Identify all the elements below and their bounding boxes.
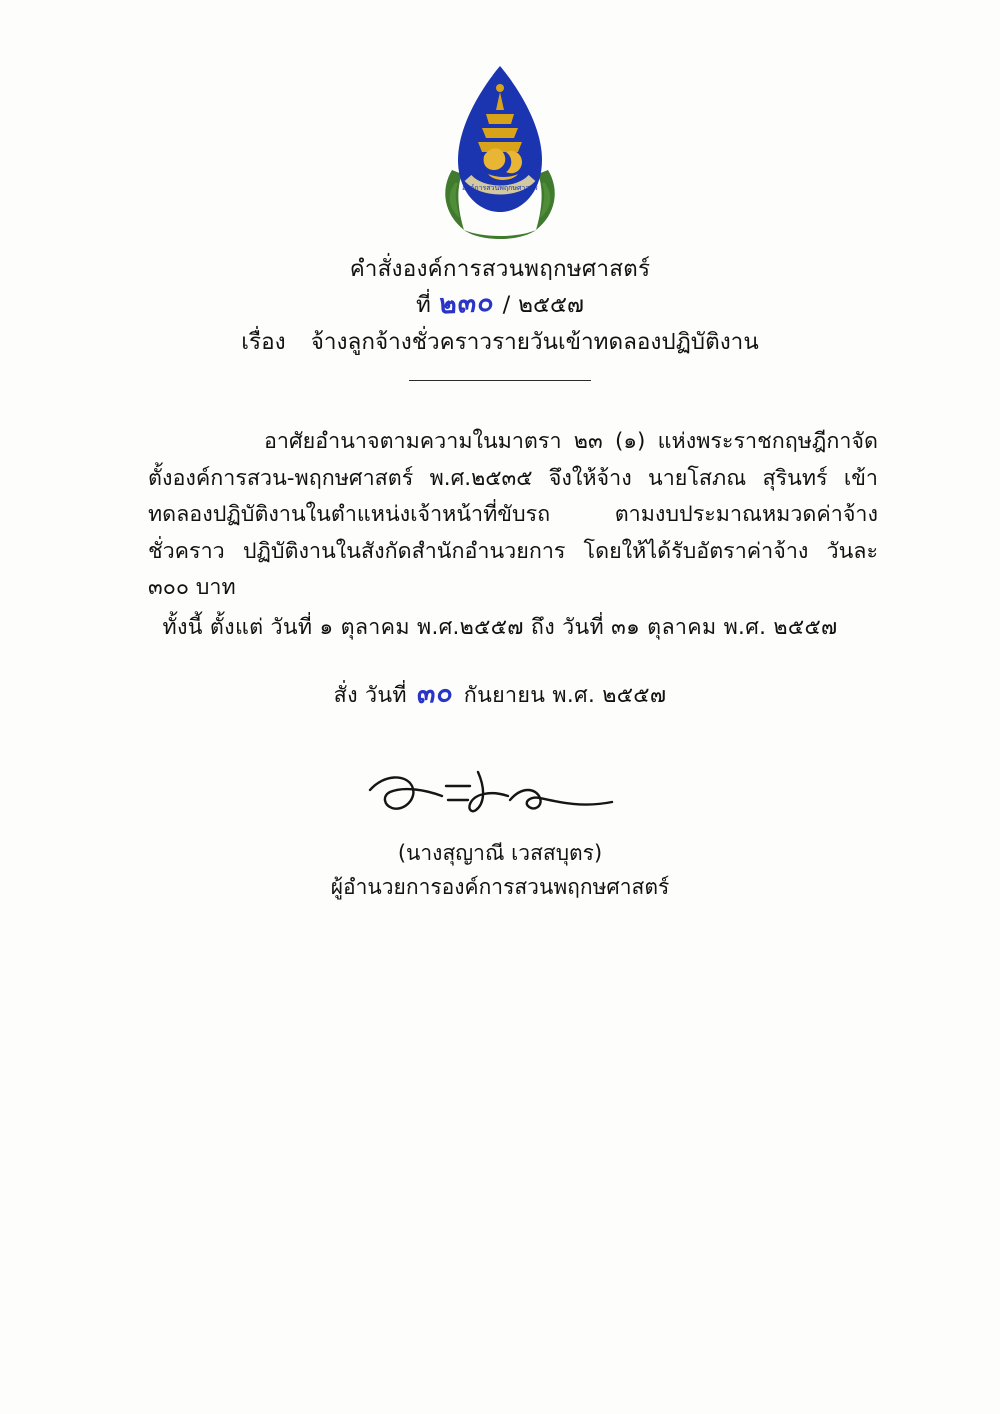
order-day-value: ๓๐: [416, 676, 455, 711]
signature-area: [0, 756, 1000, 904]
document-number-line: [0, 286, 1000, 323]
heading-block: [0, 252, 1000, 361]
number-value: ๒๓๐: [438, 286, 496, 321]
body-paragraph-2: ทั้งนี้ ตั้งแต่ วันที่ ๑ ตุลาคม พ.ศ.๒๕๕๗ ถึง วันที่ ๓๑ ตุลาคม พ.ศ. ๒๕๕๗: [162, 615, 838, 640]
heading-divider: [409, 380, 591, 381]
signatory-position: ผู้อำนวยการองค์การสวนพฤกษศาสตร์: [330, 875, 670, 899]
subject-label: เรื่อง: [241, 329, 286, 355]
handwritten-signature: [0, 756, 1000, 836]
body-paragraph-1: [148, 424, 878, 607]
document-title: คำสั่งองค์การสวนพฤกษศาสตร์: [349, 256, 651, 282]
svg-text:องค์การสวนพฤกษศาสตร์: องค์การสวนพฤกษศาสตร์: [462, 184, 538, 192]
number-label: ที่: [416, 292, 431, 318]
paragraph-1-text: อาศัยอำนาจตามความในมาตรา ๒๓ (๑) แห่งพระราชกฤษฎีกาจัดตั้งองค์การสวน-พฤกษศาสตร์ พ.ศ.๒๕๓๕ จึงให้จ้าง นายโสภณ สุรินทร์ เข้าทดลองปฏิบัติงานในตำแหน่งเจ้าหน้าที่ขับรถ ตามงบประมาณหมวดค่าจ้างชั่วคราว ปฏิบัติงานในสังกัดสำนักอำนวยการ โดยให้ได้รับอัตราค่าจ้าง วันละ ๓๐๐ บาท: [148, 429, 878, 600]
order-month-year: กันยายน พ.ศ. ๒๕๕๗: [463, 683, 667, 708]
subject-text: จ้างลูกจ้างชั่วคราวรายวันเข้าทดลองปฏิบัติงาน: [310, 329, 759, 355]
number-separator: /: [502, 292, 511, 318]
order-date-line: [0, 676, 1000, 714]
botanical-garden-organization-emblem: [410, 52, 590, 247]
emblem-container: [0, 52, 1000, 247]
document-subject-line: [0, 323, 1000, 361]
signatory-name: (นางสุญาณี เวสสบุตร): [397, 841, 603, 865]
number-year: ๒๕๕๗: [518, 292, 584, 318]
order-date-prefix: สั่ง วันที่: [333, 683, 407, 708]
